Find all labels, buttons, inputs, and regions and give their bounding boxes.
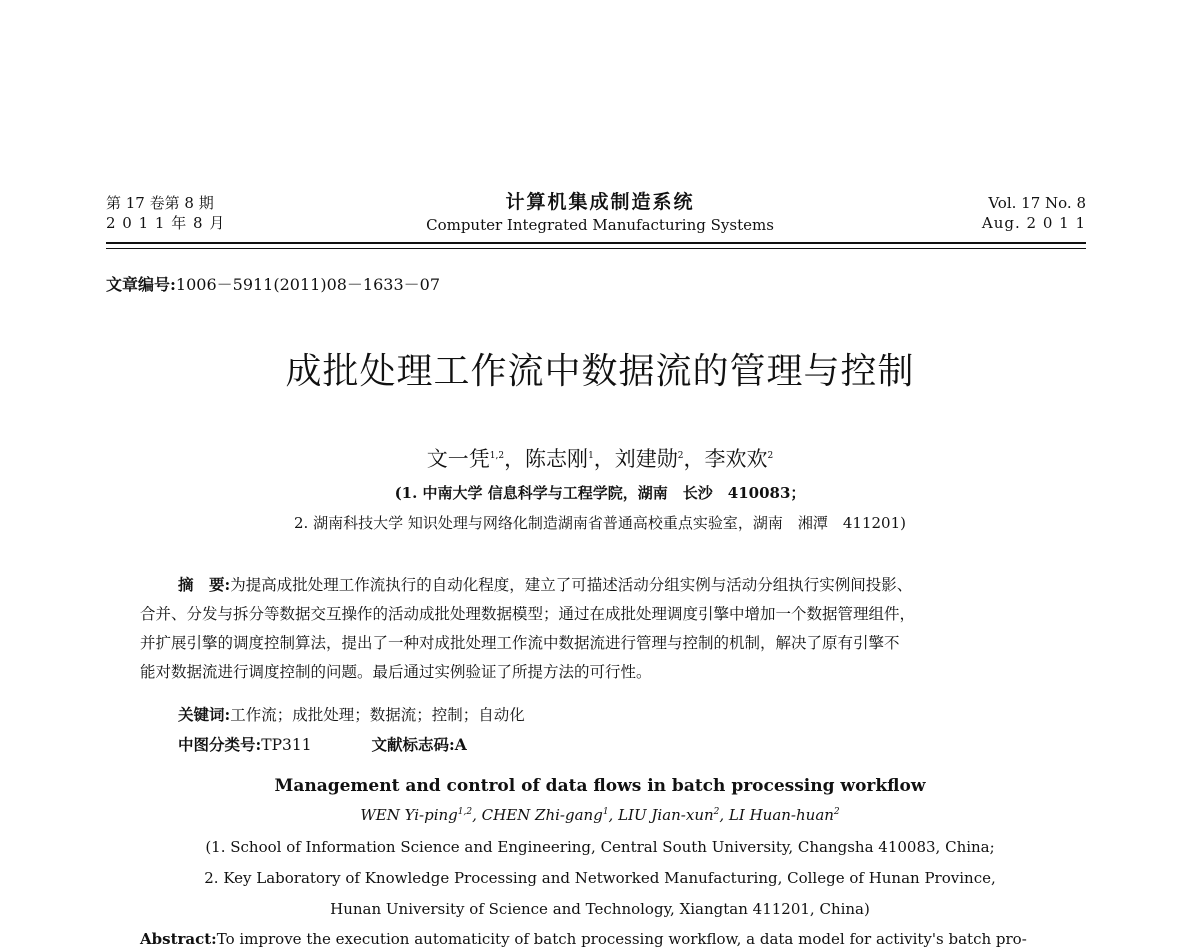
abstract-cn: [140, 570, 1060, 687]
authors-cn: [0, 443, 1200, 473]
abstract-en: [140, 930, 1027, 948]
paper-title-cn: 成批处理工作流中数据流的管理与控制: [285, 351, 915, 392]
journal-title-en: Computer Integrated Manufacturing Systems: [426, 216, 774, 234]
author-3-sup: 2: [677, 451, 684, 461]
author-3: ，刘建勋: [593, 447, 678, 471]
abstract-cn-text-1: 为提高成批处理工作流执行的自动化程度，建立了可描述活动分组实例与活动分组执行实例间投影、: [230, 576, 913, 594]
abstract-cn-line-3: 并扩展引擎的调度控制算法，提出了一种对成批处理工作流中数据流进行管理与控制的机制，解决了原有引擎不: [140, 634, 900, 652]
article-number-label: 文章编号:: [106, 275, 176, 294]
abstract-en-label: Abstract:: [140, 930, 217, 948]
abstract-cn-line-4: 能对数据流进行调度控制的问题。最后通过实例验证了所提方法的可行性。: [140, 663, 652, 681]
keywords-label: 关键词:: [178, 705, 231, 724]
paper-title-en: Management and control of data flows in batch processing workflow: [274, 776, 926, 796]
author-4: ，李欢欢: [683, 447, 768, 471]
article-number-value: 1006－5911(2011)08－1633－07: [175, 275, 441, 294]
keywords-cn: [178, 703, 525, 725]
authors-en: [0, 806, 1200, 824]
header-rule-thick: [106, 242, 1086, 244]
doc-code-label: 文献标志码:: [371, 735, 455, 754]
classification-label: 中图分类号:: [178, 735, 262, 754]
author-2-sup: 1: [588, 451, 594, 461]
abstract-cn-label: 摘 要:: [178, 575, 231, 594]
volume-issue-en: Vol. 17 No. 8: [988, 194, 1086, 212]
journal-title-cn: 计算机集成制造系统: [505, 191, 695, 213]
affiliation-en-3: Hunan University of Science and Technology, Xiangtan 411201, China): [330, 900, 870, 918]
author-1-sup: 1,2: [489, 451, 505, 461]
abstract-cn-line-2: 合并、分发与拆分等数据交互操作的活动成批处理数据模型；通过在成批处理调度引擎中增加一个数据管理组件，: [140, 605, 916, 623]
affiliation-cn-2: 2. 湖南科技大学 知识处理与网络化制造湖南省普通高校重点实验室，湖南 湘潭 411201): [294, 514, 906, 532]
author-4-sup: 2: [767, 451, 774, 461]
author-en-2: , CHEN Zhi-gang: [472, 806, 603, 824]
author-en-3: , LIU Jian-xun: [608, 806, 714, 824]
classification: [178, 733, 467, 755]
affiliation-cn-1: (1. 中南大学 信息科学与工程学院，湖南 长沙 410083；: [394, 484, 806, 502]
author-en-1: WEN Yi-ping: [360, 806, 458, 824]
affiliation-en-2: 2. Key Laboratory of Knowledge Processing and Networked Manufacturing, College of Hunan Province,: [204, 869, 996, 887]
keywords-value: 工作流；成批处理；数据流；控制；自动化: [230, 706, 525, 724]
author-en-4: , LI Huan-huan: [719, 806, 834, 824]
doc-code-value: A: [454, 735, 467, 754]
author-en-3-sup: 2: [713, 807, 720, 817]
author-en-1-sup: 1,2: [457, 807, 473, 817]
date-en: Aug. 2 0 1 1: [981, 214, 1086, 232]
affiliation-en-1: (1. School of Information Science and Engineering, Central South University, Changsha 410083, China;: [205, 838, 995, 856]
author-2: ，陈志刚: [504, 447, 589, 471]
author-en-4-sup: 2: [833, 807, 840, 817]
article-number: [106, 272, 440, 295]
abstract-en-text: To improve the execution automaticity of batch processing workflow, a data model for activity's batch pro-: [216, 930, 1027, 948]
classification-value: TP311: [261, 736, 312, 754]
date-cn: 2 0 1 1 年 8 月: [106, 214, 226, 232]
abstract-cn-line-1: [140, 570, 1060, 600]
volume-issue-cn: 第 17 卷第 8 期: [106, 194, 214, 212]
author-en-2-sup: 1: [602, 807, 609, 817]
author-1: 文一凭: [426, 447, 490, 471]
header-rule-thin: [106, 248, 1086, 249]
